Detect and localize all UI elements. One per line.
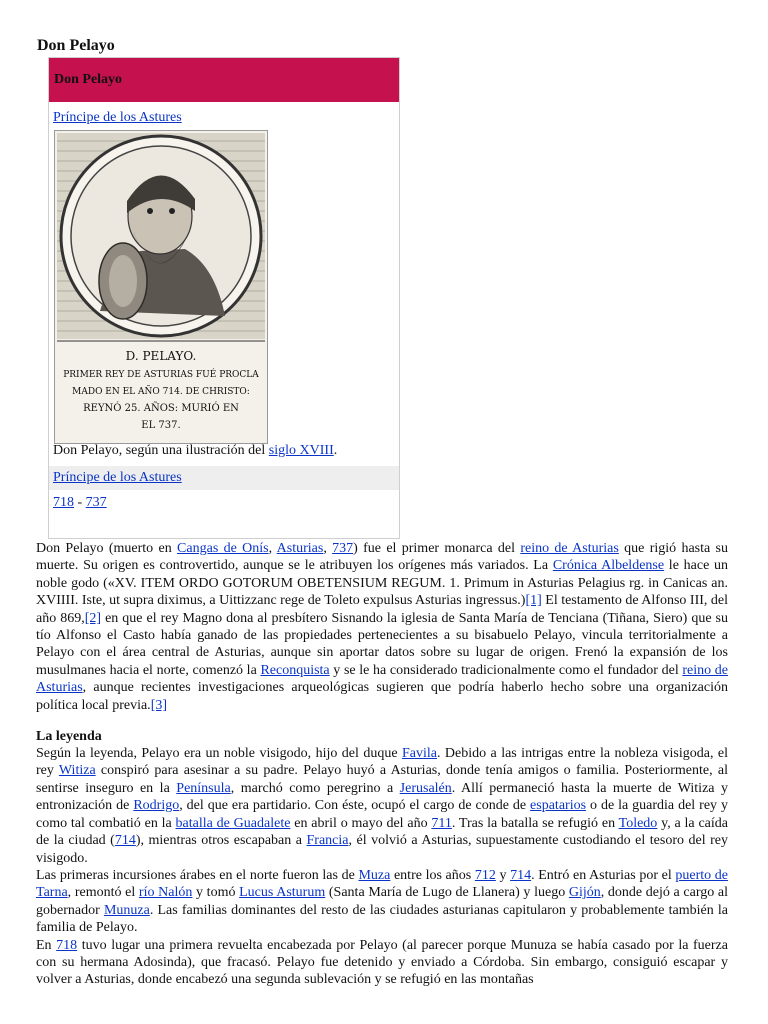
link-muza[interactable]: Muza: [358, 867, 391, 883]
article-body: [36, 540, 728, 989]
link-714[interactable]: 714: [114, 833, 136, 849]
link-712[interactable]: 712: [474, 867, 496, 883]
link-jerusalen[interactable]: Jerusalén: [399, 780, 452, 796]
link-711[interactable]: 711: [431, 815, 452, 831]
ref-1[interactable]: [1]: [525, 593, 542, 609]
link-rodrigo[interactable]: Rodrigo: [133, 798, 180, 814]
engraving-line-2: PRIMER REY DE ASTURIAS FUÉ PROCLA: [63, 370, 259, 380]
link-718[interactable]: 718: [56, 937, 78, 953]
infobox-header: Don Pelayo: [49, 58, 399, 102]
link-lucus-asturum[interactable]: Lucus Asturum: [239, 885, 326, 901]
reign-years: 718 - 737: [53, 495, 107, 510]
link-puerto-tarna[interactable]: puerto de Tarna: [36, 867, 729, 901]
link-favila[interactable]: Favila: [401, 746, 437, 762]
link-reino-asturias-2[interactable]: reino de Asturias: [36, 662, 728, 696]
infobox: [48, 57, 400, 539]
link-francia[interactable]: Francia: [306, 833, 349, 849]
link-munuza[interactable]: Munuza: [103, 902, 150, 918]
portrait-image: [54, 130, 268, 444]
page-title: Don Pelayo: [37, 37, 115, 54]
legend-paragraph-3: En 718 tuvo lugar una primera revuelta encabezada por Pelayo (al parecer porque Munuza se había casado por la fuerza con su hermana Adosinda), que fracasó. Pelayo fue detenido y enviado a Córdoba. Sin embargo, consiguió escapar y volver a Asturias, donde encabezó una segunda sublevación y se refugió en las montañas: [36, 937, 728, 988]
link-reconquista[interactable]: Reconquista: [260, 662, 330, 678]
section-heading-leyenda: La leyenda: [36, 729, 102, 745]
caption-link-century[interactable]: siglo XVIII: [268, 443, 334, 458]
image-caption: Don Pelayo, según una ilustración del siglo XVIII.: [53, 443, 338, 458]
link-737[interactable]: 737: [332, 541, 354, 556]
infobox-title-row: [49, 466, 399, 490]
link-gijon[interactable]: Gijón: [568, 885, 601, 901]
link-guadalete[interactable]: batalla de Guadalete: [175, 815, 291, 831]
engraving-line-3: MADO EN EL AÑO 714. DE CHRISTO:: [72, 387, 250, 397]
infobox-subtitle-link[interactable]: Príncipe de los Astures: [53, 110, 182, 125]
link-witiza[interactable]: Witiza: [58, 763, 96, 779]
legend-paragraph-2: Las primeras incursiones árabes en el norte fueron las de Muza entre los años 712 y 714. Entró en Asturias por el puerto de Tarna, remontó el río Nalón y tomó Lucus Asturum (Santa María de Lugo de Llanera) y luego Gijón, donde dejó a cargo al gobernador Munuza. Las familias dominantes del resto de las ciudades asturianas capitularon y probablemente también la familia de Pelayo.: [36, 867, 729, 936]
engraving-line-1: D. PELAYO.: [125, 349, 197, 363]
link-cangas[interactable]: Cangas de Onís: [177, 541, 269, 556]
link-cronica-albeldense[interactable]: Crónica Albeldense: [552, 558, 665, 574]
link-reino-asturias[interactable]: reino de Asturias: [520, 541, 619, 556]
link-rio-nalon[interactable]: río Nalón: [138, 885, 193, 901]
link-asturias[interactable]: Asturias: [276, 541, 324, 556]
ref-3[interactable]: [3]: [150, 697, 168, 713]
reign-start-link[interactable]: 718: [53, 495, 74, 510]
engraving-line-5: EL 737.: [141, 420, 181, 431]
engraving-line-4: REYNÓ 25. AÑOS: MURIÓ EN: [83, 403, 239, 414]
intro-paragraph: Don Pelayo (muerto en Cangas de Onís, Asturias, 737) fue el primer monarca del reino de Asturias que rigió hasta su muerte. Su origen es controvertido, aunque se le atribuyen los orígenes más variados. La Crónica Albeldense le hace un noble godo («XV. ITEM ORDO GOTORUM OBETENSIUM REGUM. 1. Primum in Asturias Pelagius rg. in Canicas an. XVIIII. Iste, ut supra diximus, a Uittizzanc rege de Toleto expulsus Asturias ingressus.)[1] El testamento de Alfonso III, del año 869,[2] en que el rey Magno dona al presbítero Sisnando la iglesia de Santa María de Tenciana (Tiñana, Siero) que su tío Alfonso el Casto había ganado de las propiedades pertenecientes a su bisabuelo Pelayo, vincula territorialmente a Pelayo con el área central de Asturias, aunque sin aportar datos sobre su lugar de origen. Frenó la expansión de los musulmanes hacia el norte, comenzó la Reconquista y se le ha considerado tradicionalmente como el fundador del reino de Asturias, aunque recientes investigaciones arqueológicas sugieren que podría haberlo hecho sobre una organización política local previa.[3]: [36, 541, 729, 713]
reign-end-link[interactable]: 737: [85, 495, 107, 510]
infobox-title-link[interactable]: Príncipe de los Astures: [53, 470, 182, 485]
link-toledo[interactable]: Toledo: [618, 815, 658, 831]
legend-paragraph-1: Según la leyenda, Pelayo era un noble visigodo, hijo del duque Favila. Debido a las intrigas entre la nobleza visigoda, el rey Witiza conspiró para asesinar a su padre. Pelayo huyó a Asturias, donde tenía amigos o familia. Posteriormente, al sentirse inseguro en la Península, marchó como peregrino a Jerusalén. Allí permaneció hasta la muerte de Witiza y entronización de Rodrigo, del que era partidario. Con éste, ocupó el cargo de conde de espatarios o de la guardia del rey y como tal combatió en la batalla de Guadalete en abril o mayo del año 711. Tras la batalla se refugió en Toledo y, a la caída de la ciudad (714), mientras otros escapaban a Francia, él volvió a Asturias, supuestamente custodiando el tesoro del rey visigodo.: [36, 746, 729, 866]
ref-2[interactable]: [2]: [84, 610, 102, 626]
link-714b[interactable]: 714: [510, 867, 532, 883]
link-espatarios[interactable]: espatarios: [530, 798, 587, 814]
link-peninsula[interactable]: Península: [176, 780, 231, 796]
